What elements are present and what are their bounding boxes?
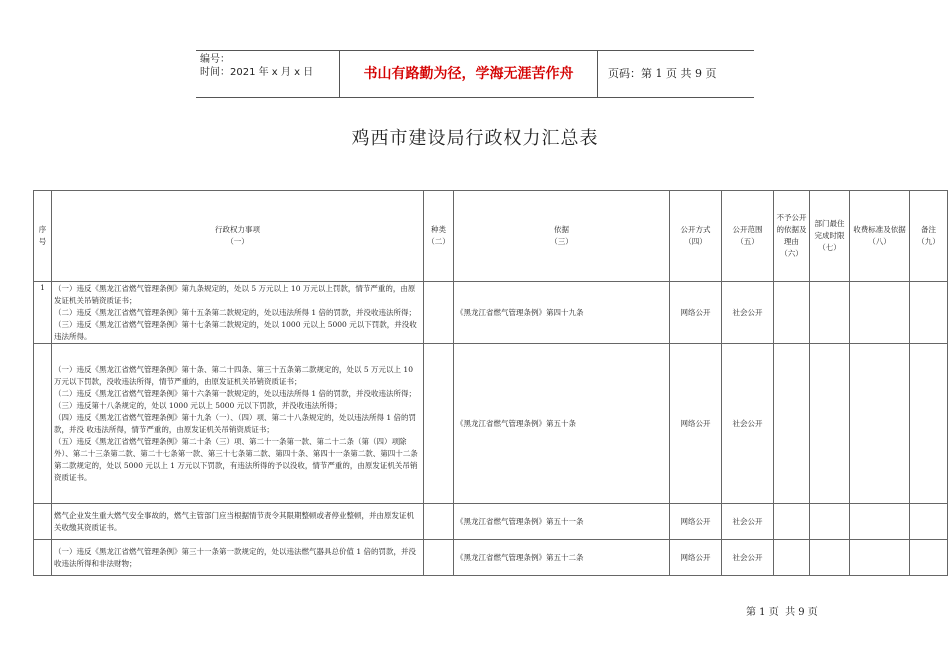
col-type: 种类 （二） xyxy=(424,191,454,282)
cell-seq xyxy=(34,504,52,540)
number-label: 编号： xyxy=(200,54,230,65)
col-basis: 依据 （三） xyxy=(454,191,670,282)
cell-matter: （一）违反《黑龙江省燃气管理条例》第九条规定的，处以 5 万元以上 10 万元以上罚款，情节严重的，由原发证机关吊销资质证书； （二）违反《黑龙江省燃气管理条例》第十五条第二款规定的，处以违法所得 1 倍的罚款，并没收违法所得； （三）违反《黑龙江省燃气管理条例》第十七条第二款规定的，处以 1000 元以上 5000 元以下罚款，并没收违法所得。 xyxy=(52,282,424,344)
cell-pub-scope: 社会公开 xyxy=(722,344,774,504)
cell-seq xyxy=(34,344,52,504)
page-code: 页码：第 1 页 共 9 页 xyxy=(608,67,717,80)
cell-basis: 《黑龙江省燃气管理条例》第五十二条 xyxy=(454,540,670,576)
power-table xyxy=(33,190,948,576)
motto: 书山有路勤为径，学海无涯苦作舟 xyxy=(340,51,598,97)
cell-pub-method: 网络公开 xyxy=(670,344,722,504)
cell-basis: 《黑龙江省燃气管理条例》第四十九条 xyxy=(454,282,670,344)
col-remark: 备注 （九） xyxy=(910,191,948,282)
cell-pub-method: 网络公开 xyxy=(670,282,722,344)
cell-type xyxy=(424,282,454,344)
table-row xyxy=(34,282,948,344)
page-title: 鸡西市建设局行政权力汇总表 xyxy=(351,128,599,149)
col-matter: 行政权力事项 （一） xyxy=(52,191,424,282)
page-footer xyxy=(746,603,818,618)
cell-seq: 1 xyxy=(34,282,52,344)
col-seq: 序号 xyxy=(34,191,52,282)
cell-seq xyxy=(34,540,52,576)
col-deadline: 部门最住完成时限 （七） xyxy=(810,191,850,282)
cell-matter: （一）违反《黑龙江省燃气管理条例》第三十一条第一款规定的，处以违法燃气器具总价值 1 倍的罚款，并没收违法所得和非法财物； xyxy=(52,540,424,576)
cell-pub-scope: 社会公开 xyxy=(722,282,774,344)
footer-page-number: 第 1 页 共 9 页 xyxy=(746,607,818,618)
header-meta xyxy=(196,51,340,97)
col-fee: 收费标准及依据 （八） xyxy=(850,191,910,282)
col-pub-scope: 公开范围 （五） xyxy=(722,191,774,282)
document-header xyxy=(196,50,754,98)
table-row xyxy=(34,540,948,576)
cell-type xyxy=(424,504,454,540)
cell-basis: 《黑龙江省燃气管理条例》第五十一条 xyxy=(454,504,670,540)
cell-pub-scope: 社会公开 xyxy=(722,540,774,576)
table-header-row xyxy=(34,191,948,282)
table-row xyxy=(34,344,948,504)
cell-pub-method: 网络公开 xyxy=(670,504,722,540)
cell-type xyxy=(424,344,454,504)
col-pub-method: 公开方式 （四） xyxy=(670,191,722,282)
cell-matter: （一）违反《黑龙江省燃气管理条例》第十条、第二十四条、第三十五条第二款规定的，处以 5 万元以上 10 万元以下罚款，没收违法所得，情节严重的，由原发证机关吊销资质证书； （二）违反《黑龙江省燃气管理条例》第十六条第一款规定的，处以违法所得 1 倍的罚款，并没收违法所得； （三）违反第十八条规定的，处以 1000 元以上 5000 元以下罚款，并没收违法所得； （四）违反《黑龙江省燃气管理条例》第十九条（一）、（四）项、第二十八条规定的，处以违法所得 1 倍的罚款，并没 收违法所得，情节严重的，由原发证机关吊销资质证书； （五）违反《黑龙江省燃气管理条例》第二十条（三）项、第二十一条第一款、第二十二条（第（四）项除外）、第二十三条第二款、第二十七条第一款、第三十七条第二款、第四十条、第四十一条第二款、第四十二条第二款规定的，处以 5000 元以上 1 万元以下罚款，有违法所得的予以没收，情节严重的，由原发证机关吊销资质证书。 xyxy=(52,344,424,504)
cell-type xyxy=(424,540,454,576)
cell-matter: 燃气企业发生重大燃气安全事故的，燃气主管部门应当根据情节责令其限期整顿或者停业整顿，并由原发证机关收缴其资质证书。 xyxy=(52,504,424,540)
cell-pub-scope: 社会公开 xyxy=(722,504,774,540)
col-nonpub: 不予公开的依据及理由 （六） xyxy=(774,191,810,282)
time-label: 时间：2021 年 x 月 x 日 xyxy=(200,67,314,78)
table-row xyxy=(34,504,948,540)
cell-pub-method: 网络公开 xyxy=(670,540,722,576)
cell-basis: 《黑龙江省燃气管理条例》第五十条 xyxy=(454,344,670,504)
